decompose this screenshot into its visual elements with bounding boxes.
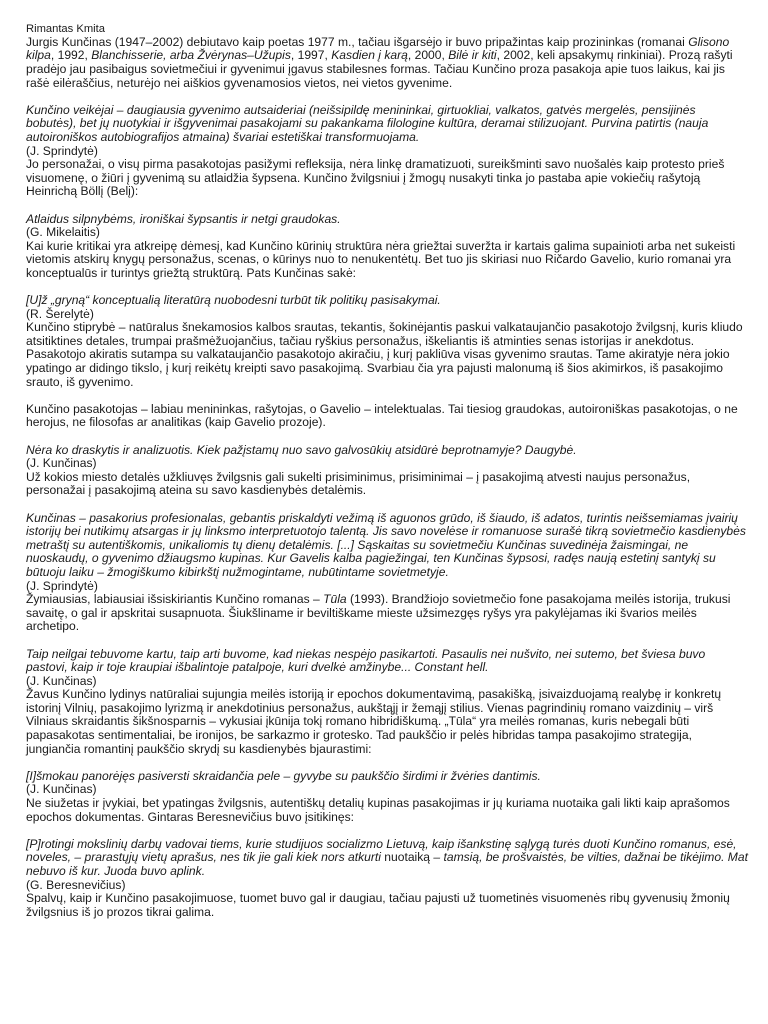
quote-source: (J. Kunčinas) [26, 456, 97, 471]
paragraph: Žavus Kunčino lydinys natūraliai sujungia meilės istoriją ir epochos dokumentavimą, pasakišką, įsivaizduojamą realybę ir konkretų istorinį Vilnių, pasakojimo lyrizmą ir anekdotinius personažus, aukštąjį ir žemąjį stilius. Vienas pagrindinių romano vaizdinių – virš Vilniaus skraidantis šikšnosparnis – vykusiai įkūnija tokį romano hibridiškumą. „Tūla“ yra meilės romanas, kuris nebegali būti papasakotas sentimentaliai, be ironijos, be sarkazmo ir grotesko. Tad paukščio ir pelės hibridas tampa pasakojimo strategija, jungiančia romantinį paukščio skrydį su kasdienybės bjaurastimi: [26, 687, 722, 756]
quote: [U]ž „gryną“ konceptualią literatūrą nuobodesni turbūt tik politikų pasisakymai. [26, 293, 441, 308]
book-title: Tūla [323, 592, 347, 607]
quote-source: (R. Šerelytė) [26, 306, 94, 321]
paragraph: Spalvų, kaip ir Kunčino pasakojimuose, tuomet buvo gal ir daugiau, tačiau pajusti už tuometinės visuomenės ribų gyvenusių žmonių žvilgsnius iš jo prozos tikrai galima. [26, 891, 730, 919]
paragraph: Kunčino stiprybė – natūralus šnekamosios kalbos srautas, tekantis, šokinėjantis paskui valkataujančio pasakotojo žvilgsnį, kuris kliudo atsitiktines detales, trumpai prašmėžuojančius, tačiau ryškius personažus, iškeliantis iš atminties senas istorijas ir anekdotus. Pasakotojo akiratis sutampa su valkataujančio pasakotojo akiračiu, į kurį pakliūva visas gyvenimo srautas. Tame akiratyje nėra jokio ypatingo ar didingo tikslo, į kurį reikėtų kreipti savo pasakojimą. Svarbiau čia yra pajusti malonumą iš šios akimirkos, iš pasakojimo srauto, iš gyvenimo. [26, 320, 743, 389]
quote-source: (J. Kunčinas) [26, 673, 97, 688]
author-name: Rimantas Kmita [26, 23, 105, 35]
paragraph-intro: Jurgis Kunčinas (1947–2002) debiutavo kaip poetas 1977 m., tačiau išgarsėjo ir buvo pripažintas kaip prozininkas (romanai Glisono kilpa, 1992, Blanchisserie, arba Žvėrynas–Užupis, 1997, Kasdien į karą, 2000, Bilė ir kiti, 2002, keli apsakymų rinkiniai). Prozą rašyti pradėjo jau pasibaigus sovietmečiui ir gyvenimui įgavus stabilesnes formas. Tačiau Kunčino proza pasakoja apie tuos laikus, kai jis rašė eilėraščius, neturėjo nei aiškios gyvenamosios vietos, nei vietos gyvenime. [26, 34, 733, 90]
quote-source: (J. Sprindytė) [26, 578, 98, 593]
paragraph: Žymiausias, labiausiai išsiskiriantis Kunčino romanas – Tūla (1993). Brandžiojo sovietmečio fone pasakojama meilės istorija, trukusi savaitę, o gal ir apskritai susapnuota. Šiukšliname ir beviltiškame mieste užsimezgęs ryšys yra pakylėjamas iki švarios meilės archetipo. [26, 592, 731, 634]
paragraph: Kai kurie kritikai yra atkreipę dėmesį, kad Kunčino kūrinių struktūra nėra griežtai suveržta ir kartais galima supainioti arba net sukeisti vietomis atskirų knygų personažus, scenas, o kūrinys nuo to nenukentėtų. Bet tuo jis skiriasi nuo Ričardo Gavelio, kurio romanai yra konceptualūs ir turintys griežtą struktūrą. Pats Kunčinas sakė: [26, 238, 736, 280]
quote: Nėra ko draskytis ir analizuotis. Kiek pažįstamų nuo savo galvosūkių atsidūrė beprotnamyje? Daugybė. [26, 442, 577, 457]
book-title: Blanchisserie, arba Žvėrynas–Užupis [91, 48, 291, 63]
paragraph: Ne siužetas ir įvykiai, bet ypatingas žvilgsnis, autentiškų detalių kupinas pasakojimas ir jų kuriama nuotaika gali likti kaip aprašomos epochos dokumentas. Gintaras Beresnevičius buvo įsitikinęs: [26, 796, 730, 824]
paragraph: Jo personažai, o visų pirma pasakotojas pasižymi refleksija, nėra linkę dramatizuoti, sureikšminti savo nuošalės kaip protesto prieš visuomenę, o žiūri į gyvenimą su atlaidžia šypsena. Kunčino žvilgsniui į žmogų nusakyti tinka jo pastaba apie vokiečių rašytoją Heinrichą Böllį (Belį): [26, 157, 725, 199]
paragraph: Už kokios miesto detalės užkliuvęs žvilgsnis gali sukelti prisiminimus, prisiminimai – į pasakojimą atvesti naujus personažus, personažai į pasakojimą ateina su savo kasdienybės detalėmis. [26, 469, 691, 498]
quote: [P]rotingi mokslinių darbų vadovai tiems, kurie studijuos socializmo Lietuvą, kaip išankstinę sąlygą turės duoti Kunčino romanus, esė, noveles, – prarastųjų vietų aprašus, nes tik jie gali kiek nors atkurti nuotaiką – tamsią, be prošvaistės, be vilties, dažnai be tikėjimo. Mat nebuvo iš kur. Juoda buvo aplink. [26, 836, 748, 879]
quote-source: (J. Sprindytė) [26, 143, 98, 158]
quote: Taip neilgai tebuvome kartu, taip arti buvome, kad niekas nespėjo pasikartoti. Pasaulis nei nušvito, nei sutemo, bet šviesa buvo pastovi, kaip ir toje kraupiai išbalintoje patalpoje, kuri dvelkė amžinybe... Constant hell. [26, 646, 706, 675]
quote-source: (J. Kunčinas) [26, 782, 97, 797]
quote: Kunčinas – pasakorius profesionalas, gebantis priskaldyti vežimą iš aguonos grūdo, iš šiaudo, iš adatos, turintis neišsemiamas įvairių istorijų bei nutikimų atsargas ir jų linksmo interpretuotojo talentą. Jis savo novelėse ir romanuose surašė tikrą sovietmečio kasdienybės metraštį su autentiškomis, unikaliomis tų dienų detalėmis. [...] Sąskaitas su sovietmečiu Kunčinas suvedinėja žaismingai, ne nuoskaudų, o gyvenimo džiaugsmo kupinas. Kur Gavelis kalba pagiežingai, ten Kunčinas šypsosi, radęs naują estetinį santykį su būtuoju laiku – žmogiškumo kibirkštį nužmogintame, nubūtintame sovietmetyje. [26, 510, 746, 579]
quote: Kunčino veikėjai – daugiausia gyvenimo autsaideriai (neišsipildę menininkai, girtuokliai, valkatos, gatvės mergelės, pensijinės bobutės), bet jų nuotykiai ir išgyvenimai pasakojami su pakankama filologine kultūra, deramai stilizuojant. Purvina patirtis (nauja autoironiškos autobiografijos atmaina) švariai estetiškai transformuojama. [26, 102, 709, 144]
paragraph: Kunčino pasakotojas – labiau menininkas, rašytojas, o Gavelio – intelektualas. Tai tiesiog graudokas, autoironiškas pasakotojas, o ne herojus, ne filosofas ar analitikas (kaip Gavelio prozoje). [26, 401, 738, 430]
quote: Atlaidus silpnybėms, ironiškai šypsantis ir netgi graudokas. [26, 211, 341, 226]
book-title: Bilė ir kiti [448, 48, 497, 63]
quote-source: (G. Mikelaitis) [26, 225, 100, 240]
emphasis-word: nuotaiką [384, 850, 431, 865]
quote-source: (G. Beresnevičius) [26, 877, 126, 892]
quote: [I]šmokau panorėjęs pasiversti skraidančia pele – gyvybe su paukščio širdimi ir žvėries dantimis. [26, 768, 541, 783]
book-title: Glisono kilpa [26, 34, 730, 63]
document-body [26, 23, 748, 919]
book-title: Kasdien į karą [331, 48, 408, 63]
